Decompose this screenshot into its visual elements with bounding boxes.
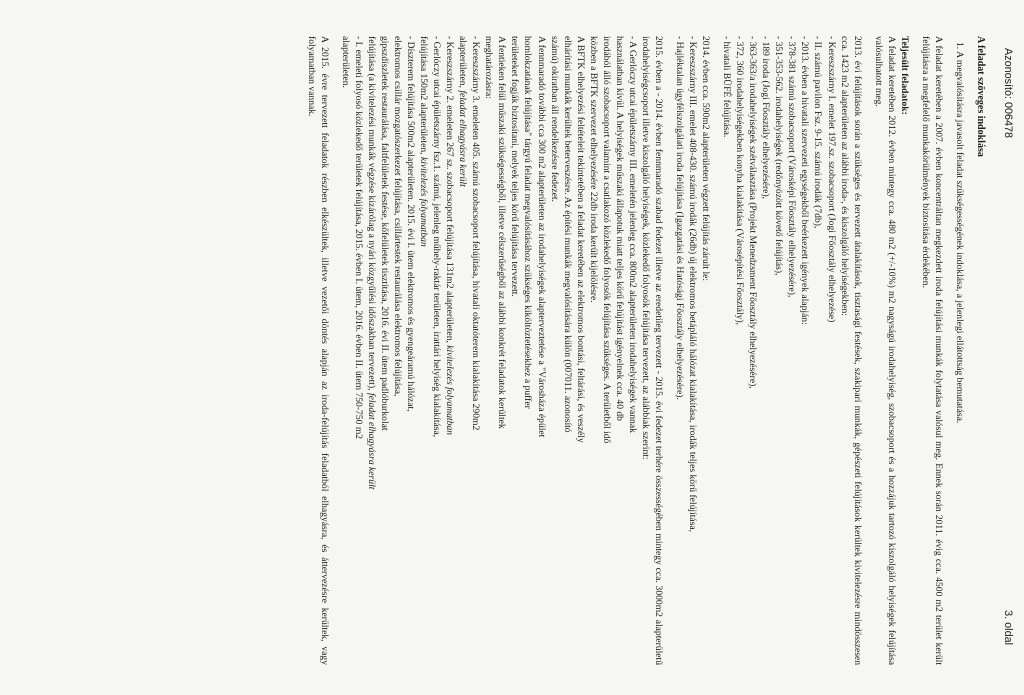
closing-paragraph: A 2015. évre tervezett feladatok részben elkészültek, illetve vezetői döntés alapján az iroda-felújítás feladatból elhagyásra, és áttervezésre kerültek, vagy folyamatban vannak.	[305, 36, 330, 665]
text-line: gipszdíszletek restaurálása, faltfelületek festése, kőfelületek tisztítása, 2016. évi II. ütem padlóburkolat	[378, 36, 390, 431]
text-line: A fennmaradó további cca 300 m2 alapterületen az irodahelyiségek alapterveztetése a "Városháza épület	[535, 36, 547, 438]
block-2013	[720, 36, 864, 665]
paragraph-2012: A feladat keretében 2012. évben mintegy cca. 480 m2 (+/-10%) m2 nagyságú irodahelyiség, szobacsoport és a hozzájuk tartozó kiszolgáló helyiségek felújítása valósulhatott meg.	[872, 36, 897, 665]
list-item: - 372, 360 irodahelyiségekben konyha kialakítása (Városépítési Főosztály),	[734, 36, 746, 326]
block-2014	[673, 36, 712, 665]
text-line: elektromos csillár mozgatószerkezet felújítása, csillártestek restaurálása elektromos felújítása,	[392, 36, 404, 397]
intro-line: 1. A megvalósításra javasolt feladat szükségességének indoklása, a jelenlegi ellátottság bemutatása.	[953, 42, 965, 424]
text-line: felújítása (a kivitelezési munkák végzése kizárólag a nyári közgyűlési időszakban tervezett), feladat elhagyásra került	[365, 36, 377, 490]
paragraph-2015-intro: 2015. évben a - 2014. évben fennmaradó szabad fedezet illetve az eredetileg tervezett - 2015. évi fedezet terhére összességében mintegy cca. 3000m2 alapterületű irodahelyiségcsoport illetve kiszolgáló helyiségek, közlekedő folyosók felújítása tervezett, az alábbiak szerint:	[639, 36, 664, 665]
text-line: - A Gerlóczy utcai épületszárny III. emeletén jelenleg cca. 800m2 alapterületen irodahelyiségek vannak	[626, 36, 638, 433]
text-line: területeket fogják biztosítani, melyek teljes körű felújítása tervezett.	[509, 36, 521, 297]
text-line: - Díszterem felújítása 500m2 alapterületen. 2015. évi I. ütem elektromos és gyengeáramú hálózat,	[405, 36, 417, 412]
text-line: felújítása 150m2 alapterületen, kivitelezés folyamatban	[418, 36, 430, 247]
paragraph-2014-intro: 2014. évben cca. 590m2 alapterületen végzett felújítás zárult le:	[700, 36, 712, 282]
paragraph-2013-intro: 2013. évi felújítások során a szükséges és tervezett átalakítások, tisztasági festések, szakipari munkák, gépészeti felújítások kerültek kivitelezésre mindösszesen cca. 1423 m2 alapterületen az alábbi iroda-, és kiszolgáló helyiségekben:	[838, 36, 863, 665]
text-line: homlokzatának felújítása" tárgyú feladat megvalósításához szükséges kiköltöztetésekhez a puffer	[522, 36, 534, 409]
list-item: - 363-363/a irodahelyiségek szétválasztása (Projekt Menedzsment Főosztály elhelyezésére),	[747, 36, 759, 389]
list-item: - 189 iroda (Jogi Főosztály elhelyezésére),	[760, 36, 772, 200]
text-line: - Kereszszárny 3. emeleten 405. számú szobacsoport felújítása, hivatali oktatóterem kialakítása 290m2	[470, 36, 482, 431]
list-item: - Kereszszárny III. emelet 408-430. számú irodák (26db) új elektromos betápláló hálózat kialakítása, irodák teljes körű felújítása,	[687, 36, 699, 533]
text-line: - I. emeleti folyosó közlekedő területek felújítása, 2015. évben I. ütem, 2016. évben II. ütem 750-750 m2	[352, 36, 364, 440]
list-item: - hivatali BÜFÉ felújítása.	[721, 36, 733, 138]
text-line: elhárítási munkák kerültek beterveszésre. Az építési munkák megvalósítására külön (007011. azonosító	[561, 36, 573, 433]
page-header	[1001, 48, 1014, 665]
document-id: Azonosító: 006478	[1002, 48, 1014, 139]
text-line: irodából álló szobacsoport valamint a csatlakozó közlekedő folyosók felújítása szükséges. A területből idő	[600, 36, 612, 444]
text-line: alapterületen, feladat elhagyásra került	[457, 36, 469, 187]
status-note: kivitelezés folyamatban	[444, 345, 456, 436]
paragraph-2007-2011: A feladat keretében a 2007. évben koncentráltan megkezdett iroda felújítási munkák folytatása valósul meg. Ennek során 2011. évig cca. 4500 m2 terület került felújításra a megfelelő munkakörülmények biztosítása érdekében.	[919, 36, 944, 665]
text-line: alapterületen.	[339, 36, 351, 88]
status-note: feladat elhagyásra került	[365, 392, 377, 490]
list-item: - Hajléktalan ügyfélszolgálati iroda felújítása (Igazgatási és Hatósági Főosztály elhelyezésére).	[674, 36, 686, 400]
status-note: feladat elhagyásra került	[457, 90, 469, 187]
text-line: - Gerlóczy utcai épületszárny fsz.1. számú, jelenleg műhely-raktár területen, irattári helyiség kialakítása,	[431, 36, 443, 438]
list-item: - 378-381 számú szobacsoport (Városképi Főosztály elhelyezésére),	[786, 36, 798, 298]
status-note: kivitelezés folyamatban	[418, 156, 430, 247]
section-title: A feladat szöveges indoklása	[974, 36, 986, 157]
text-line: számú) okiratban áll rendelkezésre fedezet.	[548, 36, 560, 202]
text-line: meghatározásra:	[483, 36, 495, 99]
list-item: - 351-353-562. irodahelyiségek (redőnyözött követő felújítás),	[773, 36, 785, 276]
text-line: használatban kívül. A helyiségek műszaki állapotuk miatt teljes körű felújítást igényelnek cca. 40 db	[613, 36, 625, 421]
page-number: 3. oldal	[1002, 610, 1014, 645]
completed-tasks-heading: Teljesült feladatok:	[898, 36, 910, 115]
text-line: közben a BFTK szervezet elhelyezésére 22db iroda került kijelölésre.	[587, 36, 599, 303]
block-2015	[339, 36, 665, 665]
text-line: A BFTK elhelyezési feltételeit tekintetében a feladat keretében az elektromos bontási, feltárási, és veszély	[574, 36, 586, 443]
list-item: - II. számú pavilon Fsz. 9-15. számú irodák (7db),	[812, 36, 824, 229]
list-item: - 2013. évben a hivatali szervezeti egységekből beérkezett igények alapján:	[799, 36, 811, 325]
text-line: A fentieken felül műszaki szükségességből, illetve célszerűségből az alábbi konkrét feladatok kerültek	[496, 36, 508, 429]
text-line: - Kereszszárny 2. emeleten 267 sz. szobacsoport felújítása 131m2 alapterületen, kivitelezés folyamatban	[444, 36, 456, 436]
list-item: - Kereszszárny I. emelet 197.sz. szobacsoport (Jogi Főosztály elhelyezése)	[825, 36, 837, 323]
